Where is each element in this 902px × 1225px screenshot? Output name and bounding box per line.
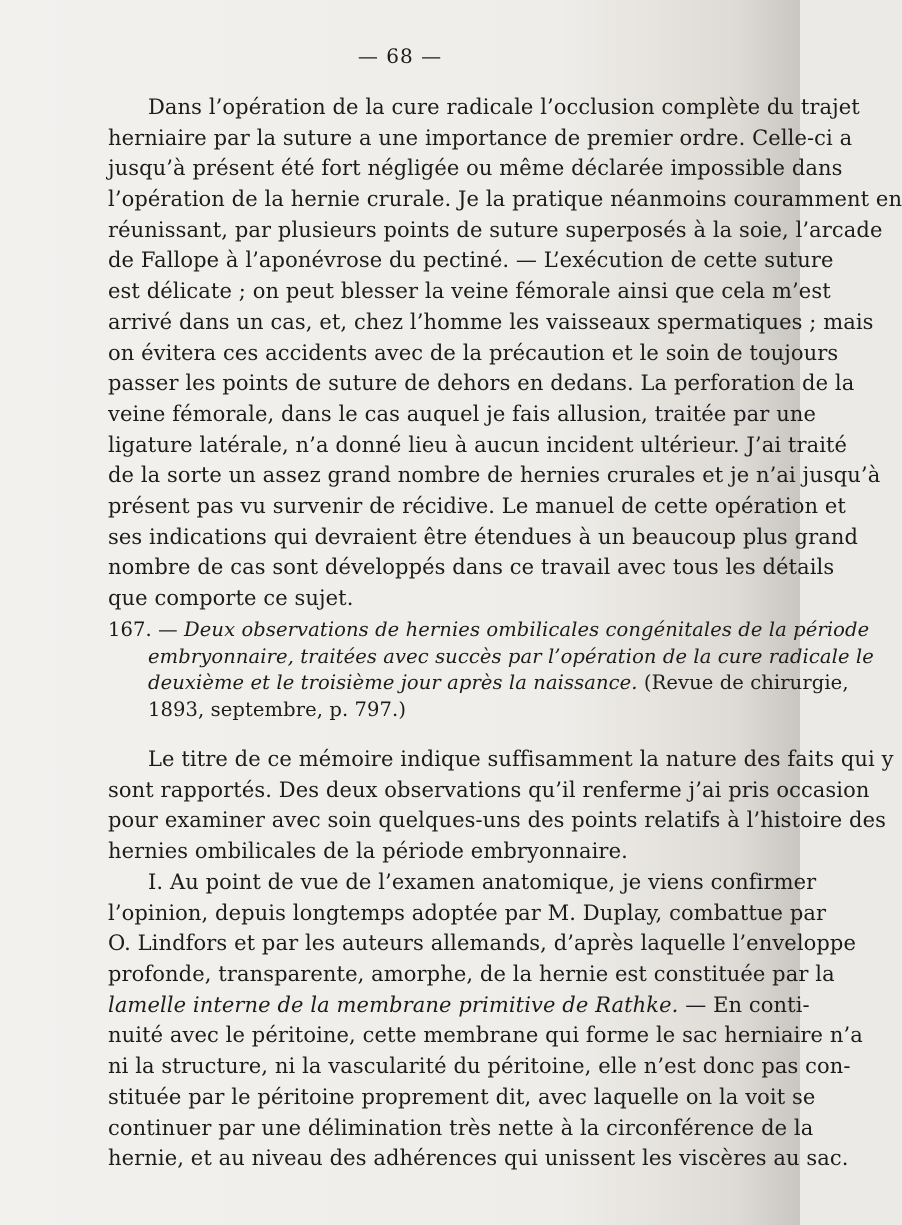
paragraph-examen-anatomique <box>108 867 863 1174</box>
text-line: ni la structure, ni la vascularité du péritoine, elle n’est donc pas con- <box>108 1054 851 1079</box>
text-line: que comporte ce sujet. <box>108 586 354 610</box>
text-line: de la sorte un assez grand nombre de hernies crurales et je n’ai jusqu’à <box>108 463 881 488</box>
text-line: ligature latérale, n’a donné lieu à aucun incident ultérieur. J’ai traité <box>108 432 848 457</box>
page-number: — 68 — <box>357 44 443 68</box>
text-line: nuité avec le péritoine, cette membrane qui forme le sac herniaire n’a <box>108 1023 863 1048</box>
text-line: est délicate ; on peut blesser la veine fémorale ainsi que cela m’est <box>108 279 831 304</box>
text-line: passer les points de suture de dehors en dedans. La perforation de la <box>108 371 855 396</box>
text-line: ses indications qui devraient être étendues à un beaucoup plus grand <box>108 524 859 549</box>
text-line <box>108 990 810 1021</box>
bibliographic-reference <box>108 617 874 723</box>
text-line: hernies ombilicales de la période embryonnaire. <box>108 839 628 864</box>
text-line: sont rapportés. Des deux observations qu’il renferme j’ai pris occasion <box>108 777 870 802</box>
text-line: présent pas vu survenir de récidive. Le manuel de cette opération et <box>108 493 846 518</box>
text-line: nombre de cas sont développés dans ce travail avec tous les détails <box>108 555 835 580</box>
text-line: arrivé dans un cas, et, chez l’homme les vaisseaux spermatiques ; mais <box>108 309 874 334</box>
text-line: veine fémorale, dans le cas auquel je fais allusion, traitée par une <box>108 401 816 426</box>
text-line: stituée par le péritoine proprement dit, avec laquelle on la voit se <box>108 1084 816 1109</box>
text-line: hernie, et au niveau des adhérences qui unissent les viscères au sac. <box>108 1146 849 1171</box>
text-line: herniaire par la suture a une importance de premier ordre. Celle-ci a <box>108 125 853 150</box>
text-line: pour examiner avec soin quelques-uns des points relatifs à l’histoire des <box>108 808 886 833</box>
paragraph-titre-memoire <box>108 744 894 867</box>
reference-title-line <box>108 670 849 697</box>
reference-number: 167. — <box>108 618 178 641</box>
text-line: Le titre de ce mémoire indique suffisamment la nature des faits qui y <box>148 747 894 771</box>
reference-title: Deux observations de hernies ombilicales congénitales de la période <box>184 618 870 641</box>
text-fragment: — En conti- <box>685 992 810 1017</box>
text-line: on évitera ces accidents avec de la précaution et le soin de toujours <box>108 340 839 365</box>
text-line: l’opération de la hernie crurale. Je la pratique néanmoins couramment en <box>108 187 902 212</box>
reference-heading <box>108 617 870 644</box>
text-line: Dans l’opération de la cure radicale l’occlusion complète du trajet <box>148 95 860 119</box>
text-line: l’opinion, depuis longtemps adoptée par M. Duplay, combattue par <box>108 900 827 925</box>
reference-date: 1893, septembre, p. 797.) <box>148 697 407 721</box>
text-line: continuer par une délimination très nette à la circonférence de la <box>108 1115 814 1140</box>
text-line: profonde, transparente, amorphe, de la hernie est constituée par la <box>108 962 835 987</box>
reference-source: (Revue de chirurgie, <box>643 671 849 694</box>
text-line: I. Au point de vue de l’examen anatomique, je viens confirmer <box>148 870 817 894</box>
text-line: jusqu’à présent été fort négligée ou même déclarée impossible dans <box>108 156 843 181</box>
text-line: de Fallope à l’aponévrose du pectiné. — L’exécution de cette suture <box>108 248 834 273</box>
text-line: O. Lindfors et par les auteurs allemands, d’après laquelle l’enveloppe <box>108 931 856 956</box>
text-line: réunissant, par plusieurs points de suture superposés à la soie, l’arcade <box>108 217 883 242</box>
paragraph-cure-radicale <box>108 92 902 614</box>
reference-title-line: embryonnaire, traitées avec succès par l’opération de la cure radicale le <box>148 644 874 668</box>
reference-title-end: deuxième et le troisième jour après la naissance. <box>148 671 638 694</box>
italic-phrase: lamelle interne de la membrane primitive de Rathke. <box>108 992 679 1017</box>
